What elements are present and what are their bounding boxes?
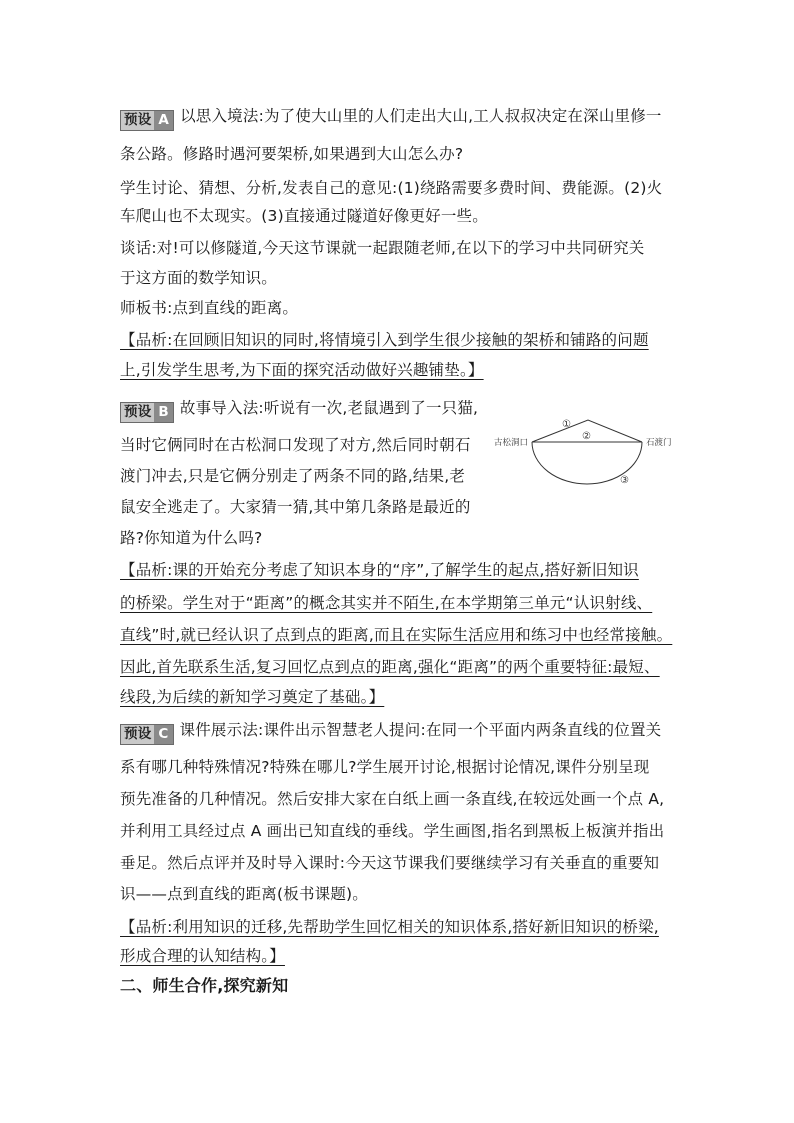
block-a-line-3: 学生讨论、猜想、分析,发表自己的意见:(1)绕路需要多费时间、费能源。(2)火 [120,179,663,197]
block-c-line-3: 预先准备的几种情况。然后安排大家在白纸上画一条直线,在较远处画一个点 A, [120,790,665,808]
block-a-line-1: 预设 A 以思入境法:为了使大山里的人们走出大山,工人叔叔决定在深山里修一 [120,105,662,131]
preset-b-tag: 预设 B [120,402,174,423]
block-c-comment-2: 形成合理的认知结构。】 [120,947,285,965]
section-heading: 二、师生合作,探究新知 [120,976,289,995]
block-a-line-5: 谈话:对!可以修隧道,今天这节课就一起跟随老师,在以下的学习中共同研究关 [120,239,645,257]
block-b-comment-5: 线段,为后续的新知学习奠定了基础。】 [120,688,385,706]
block-a-line-2: 条公路。修路时遇河要架桥,如果遇到大山怎么办? [120,145,464,163]
block-b-line-1: 预设 B 故事导入法:听说有一次,老鼠遇到了一只猫, [120,397,478,423]
block-a-comment-1: 【品析:在回顾旧知识的同时,将情境引入到学生很少接触的架桥和铺路的问题 [120,331,649,349]
route-diagram [494,412,684,492]
block-a-line-6: 于这方面的数学知识。 [120,269,278,287]
route-2-label: ② [582,431,591,442]
block-c-line-1: 预设 C 课件展示法:课件出示智慧老人提问:在同一个平面内两条直线的位置关 [120,719,661,745]
preset-a-tag: 预设 A [120,110,174,131]
block-c-line-4: 并利用工具经过点 A 画出已知直线的垂线。学生画图,指名到黑板上板演并指出 [120,822,665,840]
block-c-line-6: 识——点到直线的距离(板书课题)。 [120,885,368,903]
block-b-line-5: 路?你知道为什么吗? [120,529,263,547]
block-b-comment-2: 的桥梁。学生对于“距离”的概念其实并不陌生,在本学期第三单元“认识射线、 [120,594,653,612]
block-b-comment-1: 【品析:课的开始充分考虑了知识本身的“序”,了解学生的起点,搭好新旧知识 [120,561,639,579]
block-b-line-2: 当时它俩同时在古松洞口发现了对方,然后同时朝石 [120,436,471,454]
block-c-comment-1: 【品析:利用知识的迁移,先帮助学生回忆相关的知识体系,搭好新旧知识的桥梁, [120,918,659,936]
block-a-comment-2: 上,引发学生思考,为下面的探究活动做好兴趣铺垫。】 [120,361,484,379]
right-label: 石渡门 [646,438,672,448]
block-a-line-7: 师板书:点到直线的距离。 [120,299,299,317]
block-c-line-2: 系有哪几种特殊情况?特殊在哪儿?学生展开讨论,根据讨论情况,课件分别呈现 [120,758,650,776]
block-a-line-4: 车爬山也不太现实。(3)直接通过隧道好像更好一些。 [120,207,488,225]
block-b-comment-3: 直线”时,就已经认识了点到点的距离,而且在实际生活应用和练习中也经常接触。 [120,626,673,644]
block-b-line-3: 渡门冲去,只是它俩分别走了两条不同的路,结果,老 [120,467,466,485]
preset-c-tag: 预设 C [120,724,174,745]
route-1-label: ① [562,419,571,430]
block-b-line-4: 鼠安全逃走了。大家猜一猜,其中第几条路是最近的 [120,498,471,516]
route-3-label: ③ [620,475,629,486]
block-c-line-5: 垂足。然后点评并及时导入课时:今天这节课我们要继续学习有关垂直的重要知 [120,854,660,872]
block-b-comment-4: 因此,首先联系生活,复习回忆点到点的距离,强化“距离”的两个重要特征:最短、 [120,658,660,676]
left-label: 古松洞口 [494,438,529,448]
